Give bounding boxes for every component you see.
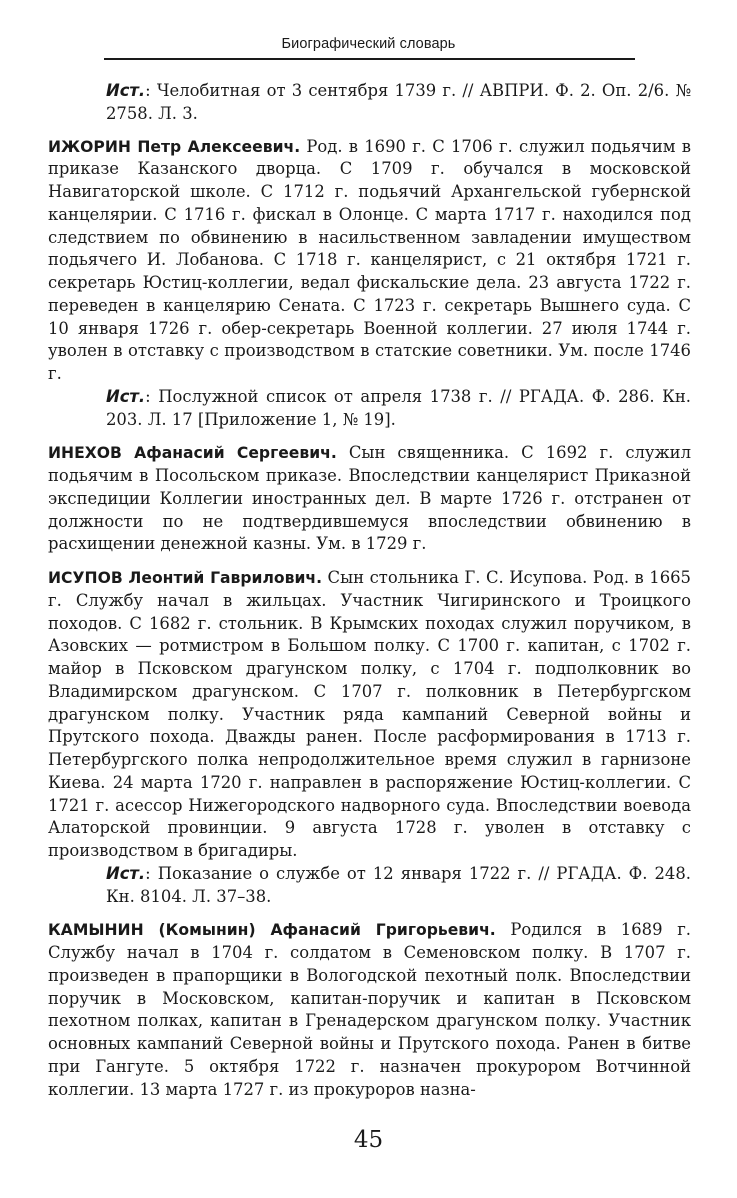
header-rule xyxy=(104,58,635,60)
entry-text: Сын священника. С 1692 г. служил подьячим в Посольском приказе. Впоследствии канцелярист Приказной экспедиции Коллегии иностранных дел. В марте 1726 г. отстранен от должности по не подтвердившемуся впоследствии обвинению в расхищении денежной казны. Ум. в 1729 г. xyxy=(48,443,691,554)
entry-name: ИНЕХОВ Афанасий Сергеевич. xyxy=(48,444,337,463)
entry-inekhov xyxy=(48,442,691,556)
source-label: Ист. xyxy=(106,863,146,883)
source-note xyxy=(48,863,691,909)
source-note xyxy=(48,80,691,126)
entry-kamynin xyxy=(48,919,691,1101)
source-text: : Послужной список от апреля 1738 г. // РГАДА. Ф. 286. Кн. 203. Л. 17 [Приложение 1, № 19]. xyxy=(106,386,691,429)
source-text: : Показание о службе от 12 января 1722 г. // РГАДА. Ф. 248. Кн. 8104. Л. 37–38. xyxy=(106,863,691,906)
entry-text: Род. в 1690 г. С 1706 г. служил подьячим в приказе Казанского дворца. С 1709 г. обучался в московской Навигаторской школе. С 1712 г. подьячий Архангельской губернской канцелярии. С 1716 г. фискал в Олонце. С марта 1717 г. находился под следствием по обвинению в насильственном завладении имуществом подьячего И. Лобанова. С 1718 г. канцелярист, с 21 октября 1721 г. секретарь Юстиц-коллегии, ведал фискальские дела. 23 августа 1722 г. переведен в канцелярию Сената. С 1723 г. секретарь Вышнего суда. С 10 января 1726 г. обер-секретарь Военной коллегии. 27 июля 1744 г. уволен в отставку с производством в статские советники. Ум. после 1746 г. xyxy=(48,136,691,383)
entry-name: КАМЫНИН (Комынин) Афанасий Григорьевич. xyxy=(48,921,496,940)
page-number: 45 xyxy=(353,1127,384,1153)
page-body xyxy=(48,80,691,1101)
entry-isupov xyxy=(48,567,691,863)
entry-text: Родился в 1689 г. Службу начал в 1704 г. солдатом в Семеновском полку. В 1707 г. произведен в прапорщики в Вологодской пехотный полк. Впоследствии поручик в Московском, капитан-поручик и капитан в Псковском пехотном полках, капитан в Гренадерском драгунском полку. Участник основных кампаний Северной войны и Прутского похода. Ранен в битве при Гангуте. 5 октября 1722 г. назначен прокурором Вотчинной коллегии. 13 марта 1727 г. из прокуроров назна- xyxy=(48,920,691,1099)
entry-text: Сын стольника Г. С. Исупова. Род. в 1665 г. Службу начал в жильцах. Участник Чигиринского и Троицкого походов. С 1682 г. стольник. В Крымских походах служил поручиком, в Азовских — ротмистром в Большом полку. С 1700 г. капитан, с 1702 г. майор в Псковском драгунском полку, с 1704 г. подполковник во Владимирском драгунском. С 1707 г. полковник в Петербургском драгунском полку. Участник ряда кампаний Северной войны и Прутского похода. Дважды ранен. После расформирования в 1713 г. Петербургского полка непродолжительное время служил в гарнизоне Киева. 24 марта 1720 г. направлен в распоряжение Юстиц-коллегии. С 1721 г. асессор Нижегородского надворного суда. Впоследствии воевода Алаторской провинции. 9 августа 1728 г. уволен в отставку с производством в бригадиры. xyxy=(48,568,691,860)
entry-izhorin xyxy=(48,136,691,386)
source-text: : Челобитная от 3 сентября 1739 г. // АВПРИ. Ф. 2. Оп. 2/6. № 2758. Л. 3. xyxy=(106,81,691,123)
running-header-title: Биографический словарь xyxy=(281,36,456,52)
entry-name: ИЖОРИН Петр Алексеевич. xyxy=(48,137,301,156)
source-label: Ист. xyxy=(106,81,146,100)
source-label: Ист. xyxy=(106,386,146,406)
entry-name: ИСУПОВ Леонтий Гаврилович. xyxy=(48,569,323,587)
source-note xyxy=(48,386,691,432)
